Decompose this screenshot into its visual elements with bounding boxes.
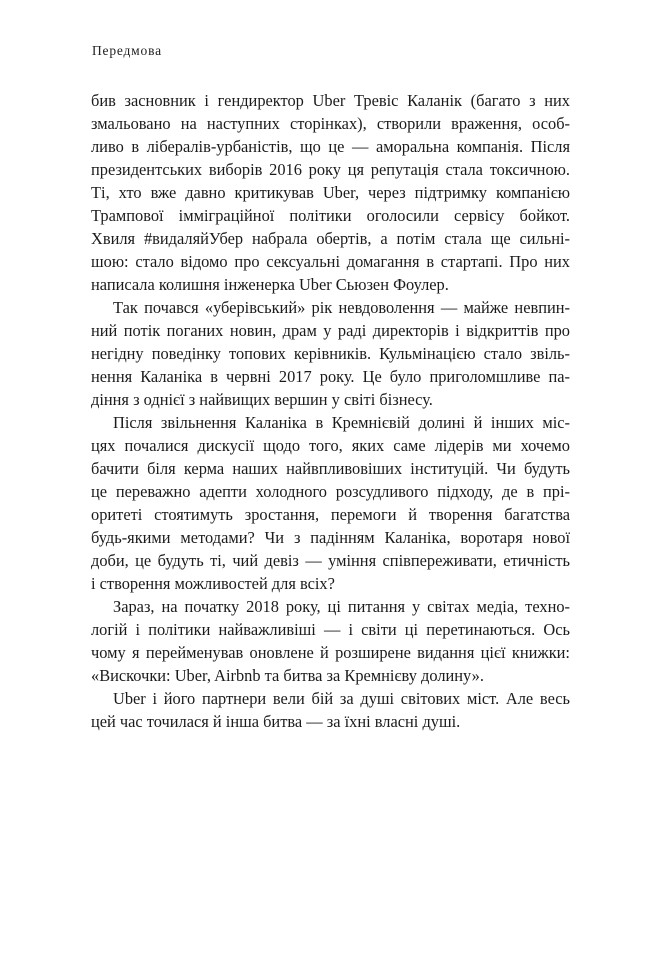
text-line: логій і політики найважливіші — і світи ці перетинаються. Ось	[91, 620, 570, 639]
text-line: цях почалися дискусії щодо того, яких саме лідерів ми хочемо	[91, 436, 570, 455]
text-line: оритеті стоятимуть зростання, перемоги й творення багатства	[91, 505, 570, 524]
text-line: доби, це будуть ті, чий девіз — уміння співпереживати, етичність	[91, 551, 570, 570]
text-line: і створення можливостей для всіх?	[91, 574, 335, 593]
text-line: чому я перейменував оновлене й розширене видання цієї книжки:	[91, 643, 570, 662]
text-line: Зараз, на початку 2018 року, ці питання у світах медіа, техно-	[113, 597, 570, 616]
text-line: діння з однієї з найвищих вершин у світі бізнесу.	[91, 390, 433, 409]
text-line: написала колишня інженерка Uber Сьюзен Фоулер.	[91, 275, 449, 294]
text-line: шою: стало відомо про сексуальні домагання в стартапі. Про них	[91, 252, 570, 271]
text-line: Хвиля #видаляйУбер набрала обертів, а потім стала ще сильні-	[91, 229, 570, 248]
text-line: «Вискочки: Uber, Airbnb та битва за Кремнієву долину».	[91, 666, 484, 685]
text-line: Після звільнення Каланіка в Кремнієвій долині й інших міс-	[113, 413, 570, 432]
running-head: Передмова	[92, 43, 162, 58]
text-line: бачити біля керма наших найвпливовіших інституцій. Чи будуть	[91, 459, 570, 478]
text-line: негідну поведінку топових керівників. Кульмінацією стало звіль-	[91, 344, 570, 363]
text-line: бив засновник і гендиректор Uber Тревіс Каланік (багато з них	[91, 91, 570, 110]
text-line: Так почався «уберівський» рік невдоволення — майже невпин-	[113, 298, 570, 317]
text-line: президентських виборів 2016 року ця репутація стала токсичною.	[91, 160, 570, 179]
text-line: цей час точилася й інша битва — за їхні власні душі.	[91, 712, 461, 731]
text-line: ливо в лібералів-урбаністів, що це — аморальна компанія. Після	[91, 137, 570, 156]
text-line: Трампової імміграційної політики оголосили сервісу бойкот.	[91, 206, 570, 225]
text-line: змальовано на наступних сторінках), створили враження, особ-	[91, 114, 570, 133]
text-line: ний потік поганих новин, драм у раді директорів і відкриттів про	[91, 321, 570, 340]
text-line: нення Каланіка в червні 2017 року. Це було приголомшливе па-	[91, 367, 570, 386]
text-line: Ті, хто вже давно критикував Uber, через підтримку компанією	[91, 183, 570, 202]
text-line: Uber і його партнери вели бій за душі світових міст. Але весь	[113, 689, 570, 708]
text-line: будь-якими методами? Чи з падінням Каланіка, воротаря нової	[91, 528, 570, 547]
text-line: це переважно адепти холодного розсудливого підходу, де в прі-	[91, 482, 570, 501]
body-text	[91, 89, 570, 733]
